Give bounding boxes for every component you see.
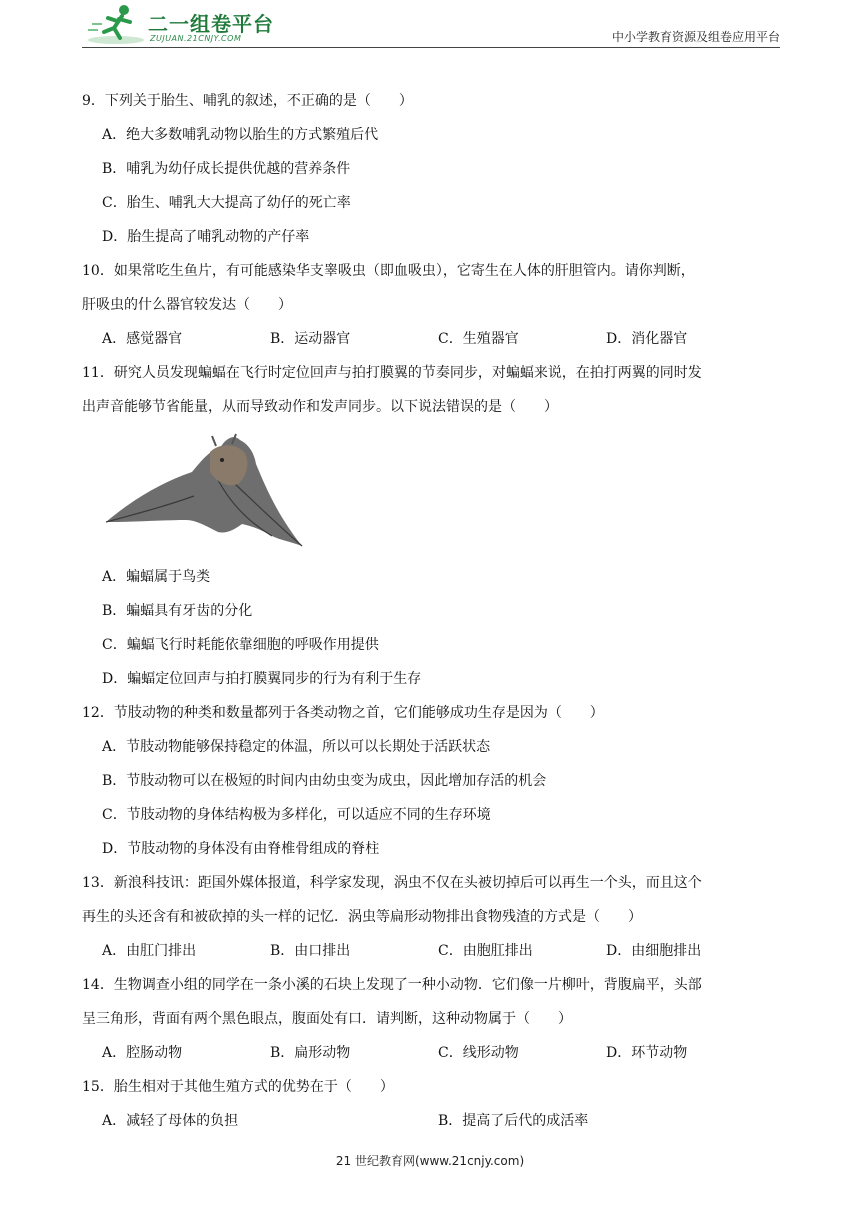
question-14-option-c: C．线形动物: [438, 1045, 519, 1061]
question-13-option-d: D．由细胞排出: [606, 943, 702, 959]
question-10-option-a: A．感觉器官: [102, 331, 183, 347]
header-divider: [82, 47, 780, 48]
question-list: [82, 84, 780, 1138]
question-11-stem-line2: 出声音能够节省能量，从而导致动作和发声同步。以下说法错误的是（ ）: [82, 399, 558, 415]
question-9-option-a: A．绝大多数哺乳动物以胎生的方式繁殖后代: [102, 127, 379, 143]
question-11-option-d: D．蝙蝠定位回声与拍打膜翼同步的行为有利于生存: [102, 671, 422, 687]
page-footer: 21 世纪教育网(www.21cnjy.com): [335, 1154, 525, 1168]
question-10-option-b: B．运动器官: [270, 331, 351, 347]
question-13-stem-line2: 再生的头还含有和被砍掉的头一样的记忆．涡虫等扁形动物排出食物残渣的方式是（ ）: [82, 909, 642, 925]
logo-subtext: ZUJUAN.21CNJY.COM: [150, 34, 242, 43]
question-12-option-b: B．节肢动物可以在极短的时间内由幼虫变为成虫，因此增加存活的机会: [102, 773, 547, 789]
question-10-option-c: C．生殖器官: [438, 331, 519, 347]
bat-image: [102, 430, 308, 552]
question-15-option-b: B．提高了后代的成活率: [438, 1113, 589, 1129]
question-10-option-d: D．消化器官: [606, 331, 688, 347]
question-13-option-b: B．由口排出: [270, 943, 351, 959]
question-14-stem-line1: 14．生物调查小组的同学在一条小溪的石块上发现了一种小动物．它们像一片柳叶，背腹扁平，头部: [82, 977, 702, 993]
runner-logo-icon: [86, 2, 146, 46]
question-15-stem: 15．胎生相对于其他生殖方式的优势在于（ ）: [82, 1079, 394, 1095]
question-9-option-d: D．胎生提高了哺乳动物的产仔率: [102, 229, 310, 245]
question-9-stem: 9．下列关于胎生、哺乳的叙述，不正确的是（ ）: [82, 93, 413, 109]
question-14-stem-line2: 呈三角形，背面有两个黑色眼点，腹面处有口．请判断，这种动物属于（ ）: [82, 1011, 572, 1027]
question-13-option-a: A．由肛门排出: [102, 943, 197, 959]
question-9-option-c: C．胎生、哺乳大大提高了幼仔的死亡率: [102, 195, 351, 211]
bat-image-container: [82, 424, 780, 560]
question-10-stem-line2: 肝吸虫的什么器官较发达（ ）: [82, 297, 292, 313]
question-12-option-a: A．节肢动物能够保持稳定的体温，所以可以长期处于活跃状态: [102, 739, 491, 755]
logo: [86, 2, 286, 46]
question-12-option-d: D．节肢动物的身体没有由脊椎骨组成的脊柱: [102, 841, 380, 857]
question-15-option-a: A．减轻了母体的负担: [102, 1113, 239, 1129]
question-14-option-d: D．环节动物: [606, 1045, 688, 1061]
question-15-options: [82, 1104, 780, 1138]
question-11-stem-line1: 11．研究人员发现蝙蝠在飞行时定位回声与拍打膜翼的节奏同步，对蝙蝠来说，在拍打两翼的同时发: [82, 365, 702, 381]
question-13-options: [82, 934, 780, 968]
question-10-options: [82, 322, 780, 356]
question-12-option-c: C．节肢动物的身体结构极为多样化，可以适应不同的生存环境: [102, 807, 491, 823]
question-13-stem-line1: 13．新浪科技讯：距国外媒体报道，科学家发现，涡虫不仅在头被切掉后可以再生一个头，而且这个: [82, 875, 702, 891]
question-11-option-a: A．蝙蝠属于鸟类: [102, 569, 211, 585]
header-platform-label: 中小学教育资源及组卷应用平台: [611, 30, 780, 44]
logo-text: 二一组卷平台: [148, 12, 274, 36]
question-9-option-b: B．哺乳为幼仔成长提供优越的营养条件: [102, 161, 351, 177]
question-10-stem-line1: 10．如果常吃生鱼片，有可能感染华支睾吸虫（即血吸虫），它寄生在人体的肝胆管内。请你判断，: [82, 263, 695, 279]
question-11-option-b: B．蝙蝠具有牙齿的分化: [102, 603, 253, 619]
question-14-options: [82, 1036, 780, 1070]
page-header: [82, 0, 780, 52]
question-11-option-c: C．蝙蝠飞行时耗能依靠细胞的呼吸作用提供: [102, 637, 379, 653]
question-13-option-c: C．由胞肛排出: [438, 943, 533, 959]
question-14-option-b: B．扁形动物: [270, 1045, 351, 1061]
question-12-stem: 12．节肢动物的种类和数量都列于各类动物之首，它们能够成功生存是因为（ ）: [82, 705, 604, 721]
question-14-option-a: A．腔肠动物: [102, 1045, 183, 1061]
